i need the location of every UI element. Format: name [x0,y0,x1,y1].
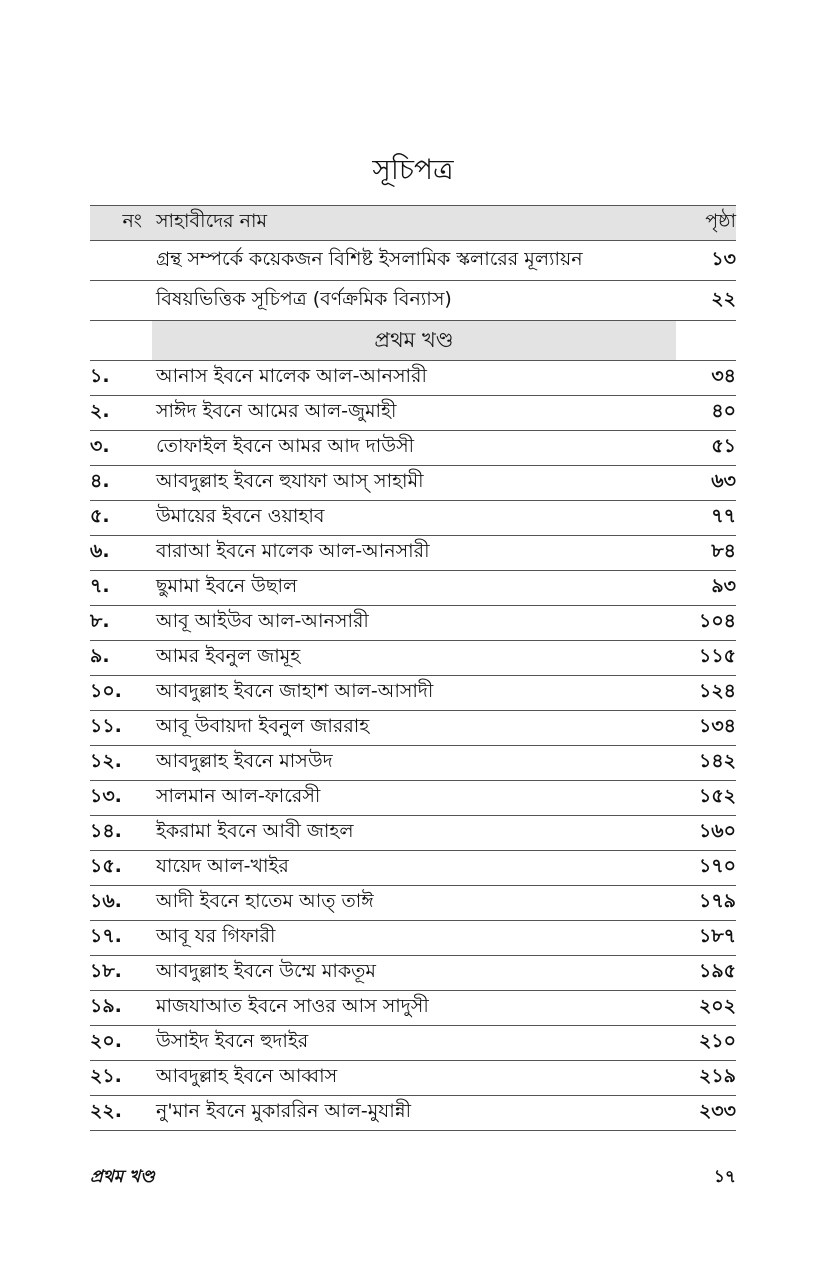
entry-name: আমর ইবনুল জামূহ [156,645,301,667]
table-row [90,886,736,921]
entry-page: ৬৩ [711,470,736,492]
entry-number: ৪. [90,470,110,492]
entry-page: ৩৪ [711,365,736,387]
entry-number: ১৭. [90,925,122,947]
front-matter-row [90,241,736,281]
table-row [90,991,736,1026]
entry-number: ১২. [90,750,122,772]
entry-name: আবদুল্লাহ ইবনে জাহাশ আল-আসাদী [156,680,434,702]
entry-name: বারাআ ইবনে মালেক আল-আনসারী [156,540,430,562]
entry-number: ১৫. [90,855,122,877]
table-row [90,641,736,676]
entry-page: ২২ [711,287,736,310]
table-row [90,1026,736,1061]
entry-name: সালমান আল-ফারেসী [156,785,321,807]
entry-number: ৭. [90,575,110,597]
page-number: ১৭ [713,1167,736,1187]
entry-name: আবূ যর গিফারী [156,925,276,947]
entry-number: ২১. [90,1065,122,1087]
entry-name: আবদুল্লাহ ইবনে মাসউদ [156,750,333,772]
entry-name: যায়েদ আল-খাইর [156,855,289,877]
table-row [90,606,736,641]
table-row [90,1061,736,1096]
entry-number: ১৮. [90,960,122,982]
entry-page: ১৩ [711,247,736,270]
entry-number: ১৪. [90,820,122,842]
section-row [90,321,736,361]
entry-number: ২. [90,400,110,422]
table-row [90,676,736,711]
table-row [90,711,736,746]
entry-page: ১৪২ [698,750,736,772]
table-header [90,206,736,241]
entry-list [90,361,736,1131]
entry-name: আবূ আইউব আল-আনসারী [156,610,369,632]
entry-name: আনাস ইবনে মালেক আল-আনসারী [156,365,427,387]
table-row [90,466,736,501]
table-row [90,396,736,431]
entry-number: ৬. [90,540,110,562]
entry-name: আবূ উবায়দা ইবনুল জাররাহ [156,715,370,737]
entry-name: ছুমামা ইবনে উছাল [156,575,298,597]
entry-number: ৮. [90,610,110,632]
table-row [90,956,736,991]
entry-number: ২২. [90,1100,122,1122]
entry-number: ১৩. [90,785,122,807]
entry-number: ২০. [90,1030,122,1052]
entry-name: আবদুল্লাহ ইবনে আব্বাস [156,1065,338,1087]
entry-page: ২০২ [698,995,736,1017]
entry-page: ৮৪ [711,540,736,562]
entry-name: ইকরামা ইবনে আবী জাহল [156,820,354,842]
table-row [90,361,736,396]
entry-page: ২১০ [698,1030,736,1052]
table-row [90,571,736,606]
entry-name: মাজযাআত ইবনে সাওর আস সাদুসী [156,995,429,1017]
table-row [90,1096,736,1131]
entry-number: ১৬. [90,890,122,912]
entry-page: ১২৪ [698,680,736,702]
entry-number: ১. [90,365,110,387]
table-row [90,781,736,816]
entry-number: ১১. [90,715,122,737]
entry-page: ৪০ [711,400,736,422]
table-row [90,921,736,956]
entry-name: গ্রন্থ সম্পর্কে কয়েকজন বিশিষ্ট ইসলামিক স্কলারের মূল্যায়ন [156,247,583,270]
entry-page: ১১৫ [699,645,736,667]
header-name: সাহাবীদের নাম [156,210,268,232]
footer-section-label: প্রথম খণ্ড [90,1167,155,1187]
table-row [90,536,736,571]
entry-page: ১৬০ [698,820,736,842]
entry-page: ১৭০ [698,855,736,877]
table-row [90,501,736,536]
entry-name: নু'মান ইবনে মুকাররিন আল-মুযান্নী [156,1100,412,1122]
entry-page: ২১৯ [698,1065,736,1087]
table-of-contents [90,205,736,1131]
entry-page: ৫১ [711,435,736,457]
front-matter-row [90,281,736,321]
page-title: সূচিপত্র [372,153,454,186]
entry-name: আদী ইবনে হাতেম আত্ তাঈ [156,890,374,912]
entry-number: ১৯. [90,995,122,1017]
entry-page: ১৩৪ [698,715,736,737]
entry-number: ৩. [90,435,110,457]
entry-name: আবদুল্লাহ ইবনে উম্মে মাকতূম [156,960,376,982]
table-row [90,746,736,781]
table-row [90,431,736,466]
table-row [90,816,736,851]
entry-name: উমায়ের ইবনে ওয়াহাব [156,505,325,527]
entry-name: তোফাইল ইবনে আমর আদ দাউসী [156,435,415,457]
entry-page: ১০৪ [698,610,736,632]
section-title: প্রথম খণ্ড [152,321,676,360]
entry-name: সাঈদ ইবনে আমের আল-জুমাহী [156,400,397,422]
entry-page: ১৯৫ [699,960,736,982]
entry-name: উসাইদ ইবনে হুদাইর [156,1030,309,1052]
entry-number: ১০. [90,680,122,702]
entry-page: ১৫২ [698,785,736,807]
entry-number: ৫. [90,505,110,527]
entry-name: বিষয়ভিত্তিক সূচিপত্র (বর্ণক্রমিক বিন্যাস) [156,287,452,310]
entry-page: ২৩৩ [698,1100,736,1122]
entry-page: ৯৩ [711,575,736,597]
header-page: পৃষ্ঠা [705,210,736,232]
entry-name: আবদুল্লাহ ইবনে হুযাফা আস্ সাহামী [156,470,424,492]
entry-page: ১৭৯ [698,890,736,912]
entry-page: ৭৭ [711,505,736,527]
entry-page: ১৮৭ [698,925,736,947]
header-number: নং [122,210,142,232]
entry-number: ৯. [90,645,110,667]
table-row [90,851,736,886]
